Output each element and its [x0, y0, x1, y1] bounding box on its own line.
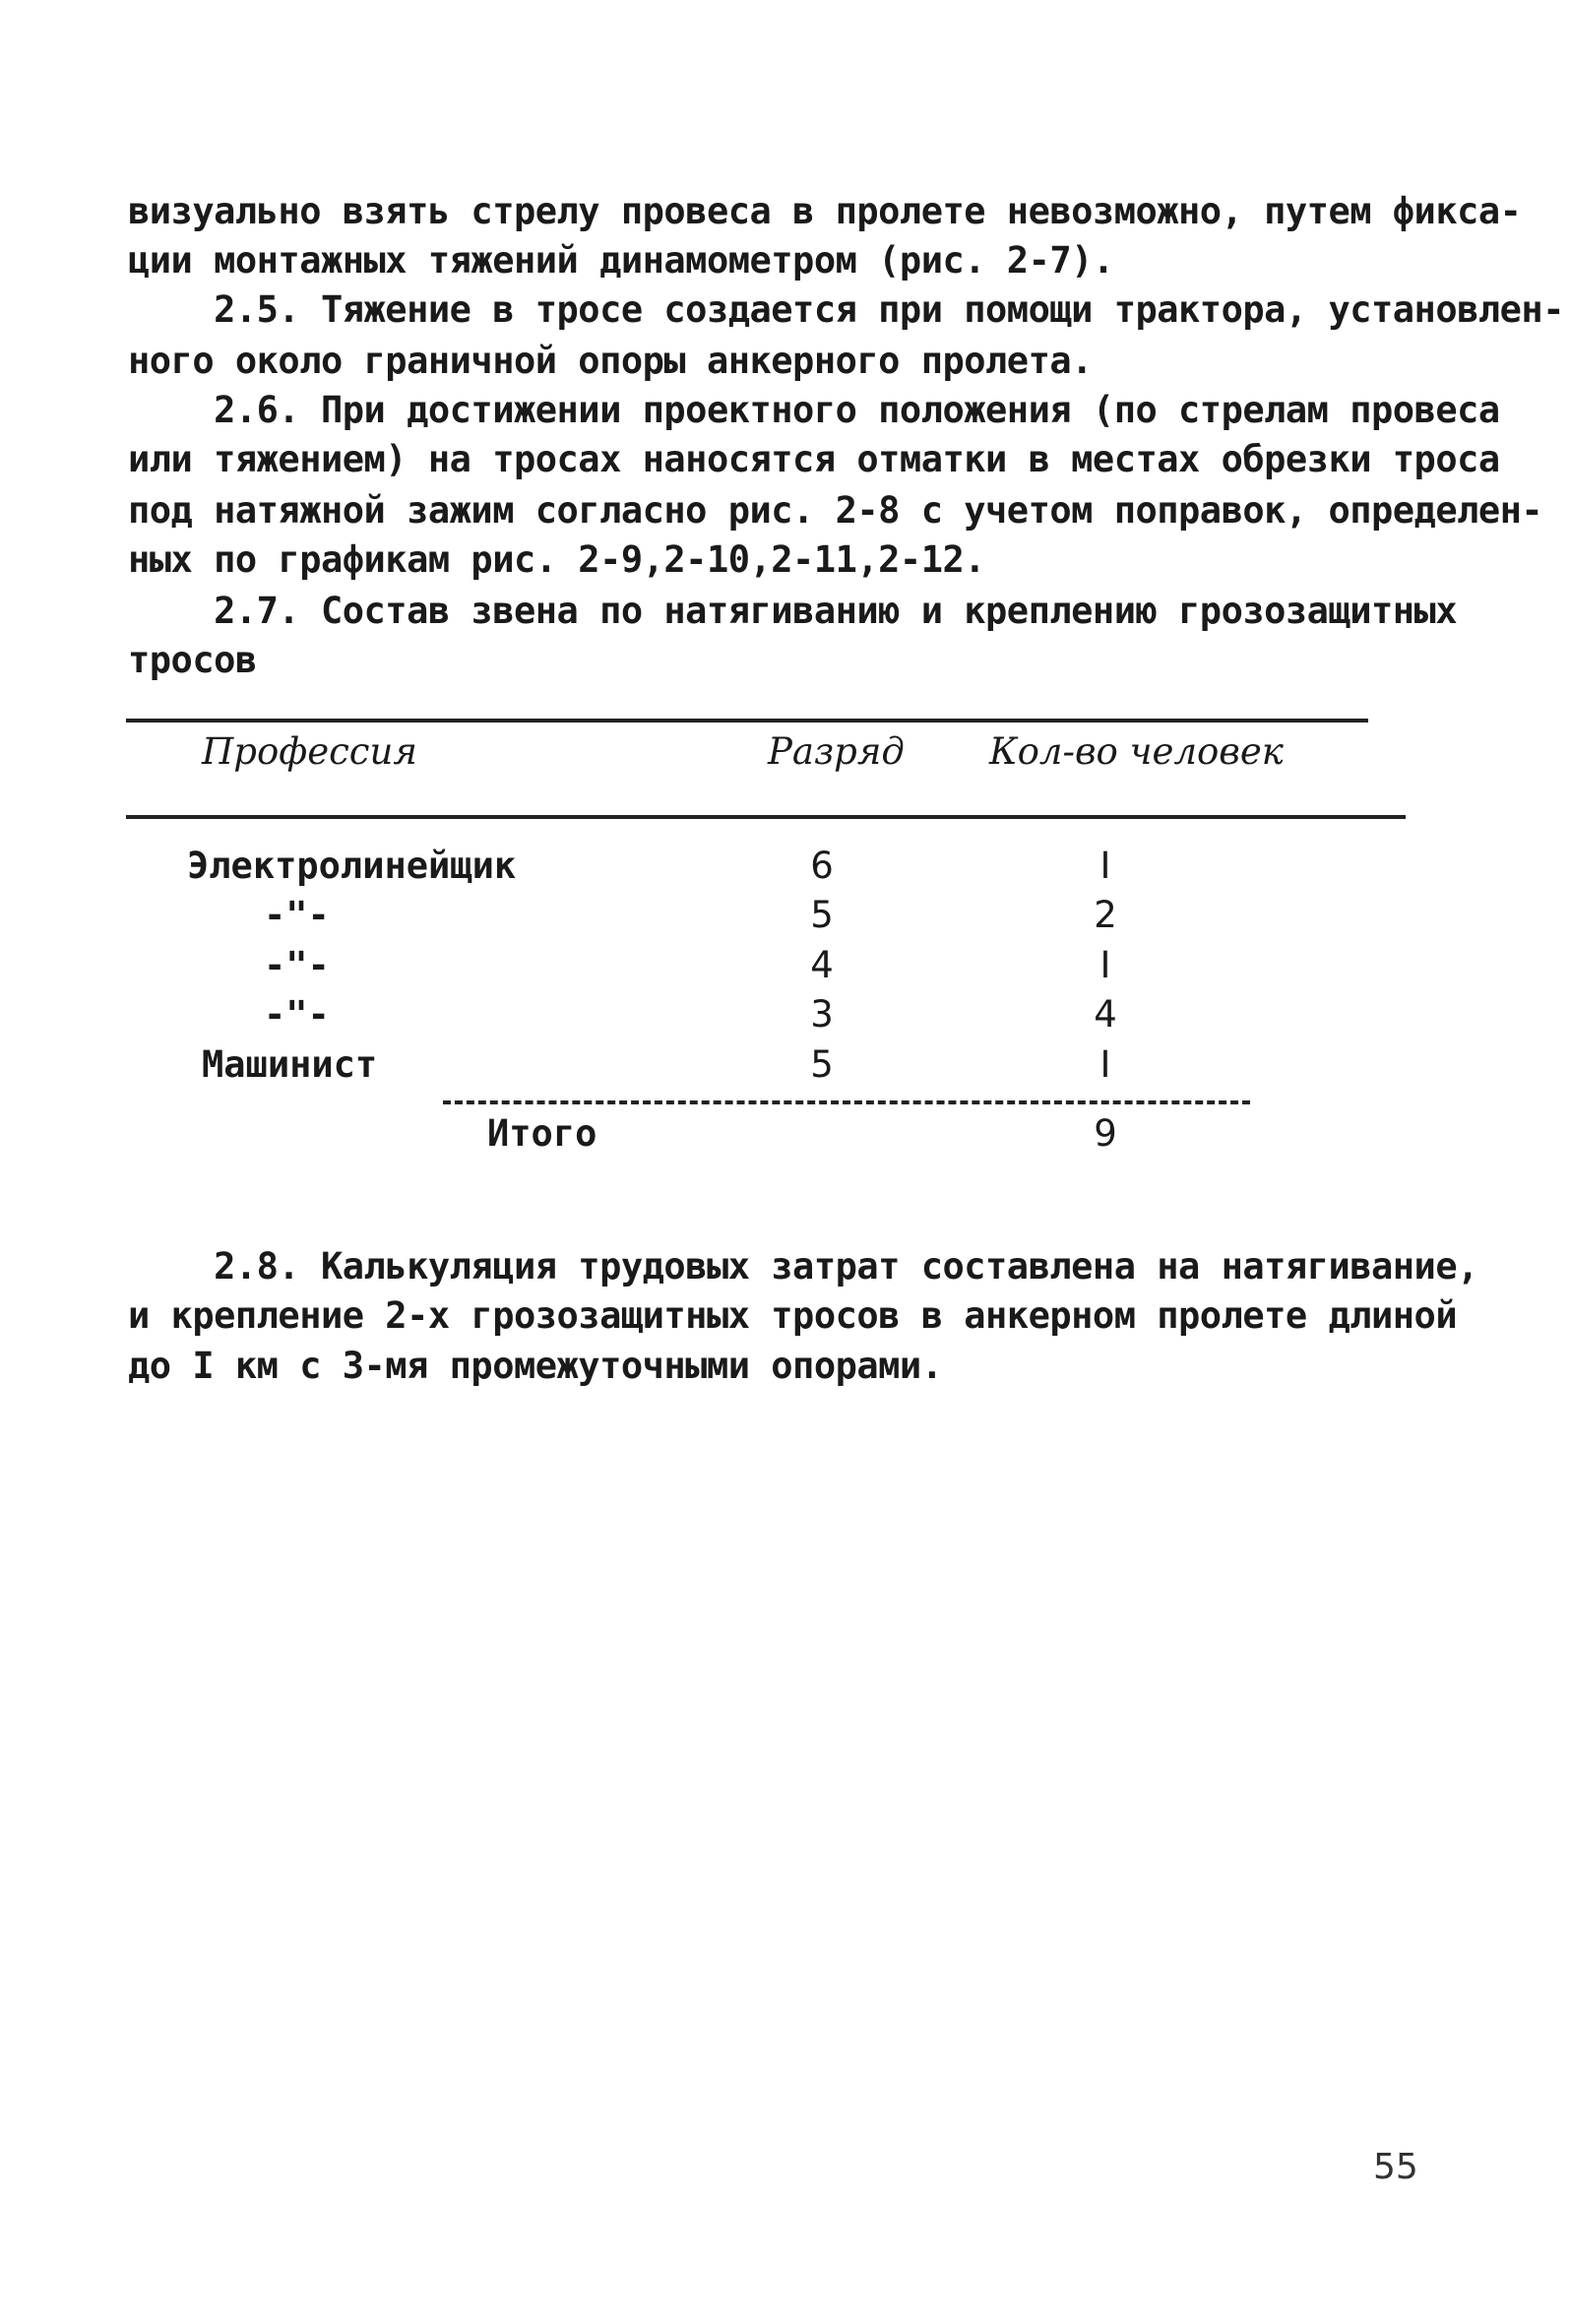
text-line: ции монтажных тяжений динамометром (рис. 2-7).	[128, 239, 1114, 282]
table-cell-profession: Электролинейщик	[187, 845, 517, 887]
text-line: до I км с 3-мя промежуточными опорами.	[128, 1345, 943, 1387]
table-cell-profession: -"-	[264, 993, 330, 1036]
text-line: и крепление 2-х грозозащитных тросов в анкерном пролете длиной	[128, 1294, 1458, 1337]
header-count: Кол-во человек	[989, 730, 1284, 773]
text-line: 2.5. Тяжение в тросе создается при помощи трактора, установлен-	[128, 288, 1564, 331]
table-header-rule	[126, 815, 1406, 819]
text-line: ных по графикам рис. 2-9,2-10,2-11,2-12.	[128, 538, 986, 581]
header-profession: Профессия	[202, 730, 417, 773]
table-cell-count: 2	[1094, 894, 1117, 936]
page-number: 55	[1373, 2147, 1418, 2187]
table-total-rule	[443, 1100, 1250, 1104]
text-line: 2.8. Калькуляция трудовых затрат составлена на натягивание,	[128, 1245, 1478, 1288]
text-line: под натяжной зажим согласно рис. 2-8 с учетом поправок, определен-	[128, 489, 1543, 532]
table-cell-grade: 5	[810, 1043, 834, 1086]
text-line: тросов	[128, 639, 257, 681]
table-cell-grade: 4	[810, 944, 834, 986]
table-cell-grade: 6	[810, 845, 834, 887]
table-top-rule	[126, 719, 1368, 722]
table-cell-count: I	[1099, 1043, 1111, 1086]
text-line: 2.7. Состав звена по натягиванию и креплению грозозащитных	[128, 590, 1458, 632]
text-line: или тяжением) на тросах наносятся отматки в местах обрезки троса	[128, 438, 1500, 480]
table-total-value: 9	[1094, 1112, 1117, 1155]
table-cell-count: I	[1099, 845, 1111, 887]
table-cell-grade: 5	[810, 894, 834, 936]
text-line: 2.6. При достижении проектного положения (по стрелам провеса	[128, 389, 1500, 431]
table-cell-count: 4	[1094, 993, 1117, 1036]
table-cell-profession: -"-	[264, 894, 330, 936]
table-cell-profession: Машинист	[202, 1043, 378, 1086]
header-grade: Разряд	[768, 730, 905, 773]
table-cell-count: I	[1099, 944, 1111, 986]
text-line: ного около граничной опоры анкерного пролета.	[128, 340, 1093, 382]
table-cell-grade: 3	[810, 993, 834, 1036]
text-line: визуально взять стрелу провеса в пролете невозможно, путем фикса-	[128, 190, 1522, 232]
table-total-label: Итого	[487, 1112, 597, 1155]
table-cell-profession: -"-	[264, 944, 330, 986]
